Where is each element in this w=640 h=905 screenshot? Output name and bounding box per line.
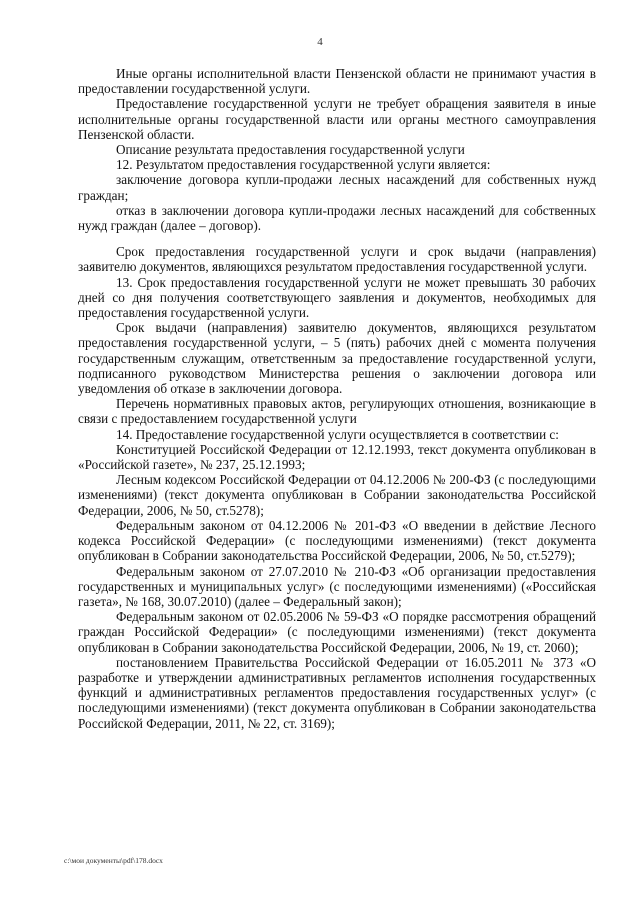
paragraph: 12. Результатом предоставления государственной услуги является:	[116, 157, 491, 173]
section-heading: Срок предоставления государственной услуги и срок выдачи (направления) заявителю документов, являющихся результатом предоставления государственной услуги.	[78, 244, 596, 275]
list-item: Федеральным законом от 02.05.2006 № 59-ФЗ «О порядке рассмотрения обращений граждан Российской Федерации» (с последующими изменениями) (текст документа опубликован в Собрании законодательства Российской Федерации, 2006, № 19, ст. 2060);	[78, 609, 596, 655]
list-item: Конституцией Российской Федерации от 12.12.1993, текст документа опубликован в «Российской газете», № 237, 25.12.1993;	[78, 441, 596, 473]
list-item: заключение договора купли-продажи лесных насаждений для собственных нужд граждан;	[78, 172, 596, 203]
list-item: отказ в заключении договора купли-продажи лесных насаждений для собственных нужд граждан (далее – договор).	[78, 202, 596, 234]
section-heading: Перечень нормативных правовых актов, регулирующих отношения, возникающие в связи с предоставлением государственной услуги	[78, 396, 596, 427]
page-number: 4	[317, 36, 323, 48]
list-item: постановлением Правительства Российской Федерации от 16.05.2011 № 373 «О разработке и утверждении административных регламентов исполнения государственных функций и административных регламентов предоставления государственных услуг» (с последующими изменениями) (текст документа опубликован в Собрании законодательства Российской Федерации, 2011, № 22, ст. 3169);	[78, 654, 596, 731]
document-body	[78, 66, 596, 731]
section-heading: Описание результата предоставления государственной услуги	[116, 142, 465, 158]
list-item: Лесным кодексом Российской Федерации от 04.12.2006 № 200-ФЗ (с последующими изменениями) (текст документа опубликован в Собрании законодательства Российской Федерации, 2006, № 50, ст.5278);	[78, 472, 596, 518]
footer-file-path: c:\мои документы\pdf\178.docx	[64, 856, 163, 865]
list-item: Федеральным законом от 27.07.2010 № 210-ФЗ «Об организации предоставления государственных и муниципальных услуг» (с последующими изменениями) («Российская газета», № 168, 30.07.2010) (далее – Федеральный закон);	[78, 563, 596, 609]
paragraph: Срок выдачи (направления) заявителю документов, являющихся результатом предоставления государственной услуги, – 5 (пять) рабочих дней с момента получения государственным служащим, ответственным за предоставление государственной услуги, подписанного руководством Министерства решения о заключении договора или уведомления об отказе в заключении договора.	[78, 320, 596, 397]
paragraph: Иные органы исполнительной власти Пензенской области не принимают участия в предоставлении государственной услуги.	[78, 66, 596, 97]
paragraph: 13. Срок предоставления государственной услуги не может превышать 30 рабочих дней со дня получения соответствующего заявления и документов, необходимых для предоставления государственной услуги.	[78, 274, 596, 321]
paragraph: Предоставление государственной услуги не требует обращения заявителя в иные исполнительные органы государственной власти или органы местного самоуправления Пензенской области.	[78, 96, 596, 142]
paragraph: 14. Предоставление государственной услуги осуществляется в соответствии с:	[116, 426, 559, 442]
list-item: Федеральным законом от 04.12.2006 № 201-ФЗ «О введении в действие Лесного кодекса Российской Федерации» (с последующими изменениями) (текст документа опубликован в Собрании законодательства Российской Федерации, 2006, № 50, ст.5279);	[78, 517, 596, 564]
